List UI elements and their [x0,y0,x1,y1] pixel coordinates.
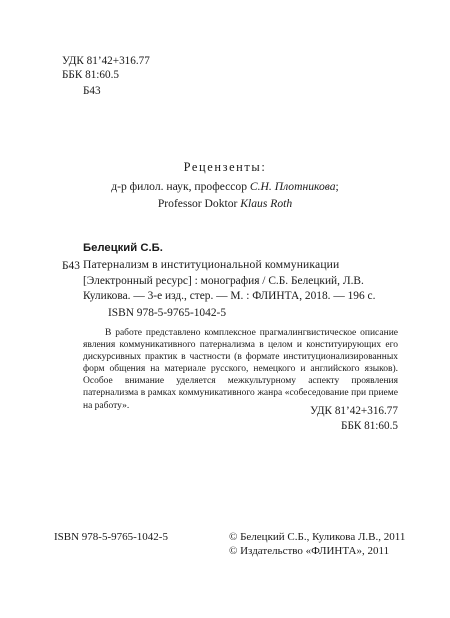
reviewer-2-name: Klaus Roth [240,197,293,210]
bibliography-line-3: Куликова. — 3-е изд., стер. — М. : ФЛИНТА, 2018. — 196 с. [83,290,376,302]
udk-code-bottom: УДК 81’42+316.77 [310,405,398,417]
bbk-code-bottom: ББК 81:60.5 [341,420,398,432]
bibliography-isbn: ISBN 978-5-9765-1042-5 [108,307,227,319]
footer-copyright-2: © Издательство «ФЛИНТА», 2011 [229,545,390,557]
abstract-block [83,327,398,412]
bibliography-title: Патернализм в институциональной коммуникации [83,258,340,271]
bbk-code-top: ББК 81:60.5 [62,69,119,81]
reviewers-heading: Рецензенты: [183,160,267,174]
reviewer-line-1 [0,178,450,195]
bibliography-author-mark: Б43 [62,260,80,272]
footer-isbn: ISBN 978-5-9765-1042-5 [54,531,168,543]
udk-code-top: УДК 81’42+316.77 [62,55,150,67]
bibliography-line-2: [Электронный ресурс] : монография / С.Б. Белецкий, Л.В. [83,275,364,287]
abstract-text: В работе представлено комплексное прагмалингвистическое описание явления коммуникативного патернализма в целом и конституирующих его дискурсивных практик в частности (в формате институционализированных форм общения на материале русского, немецкого и английского языков). Особое внимание уделяется межкультурному аспекту проявления патернализма в рамках коммуникативного жанра «собеседование при приеме на работу». [83,328,398,411]
footer-copyright-1: © Белецкий С.Б., Куликова Л.В., 2011 [229,531,406,543]
reviewer-1-separator: ; [335,180,339,193]
reviewer-line-2 [0,195,450,212]
author-mark-top: Б43 [83,85,101,97]
reviewer-1-credentials: д-р филол. наук, профессор [111,180,250,193]
bibliography-author: Белецкий С.Б. [83,242,163,254]
reviewer-2-credentials: Professor Doktor [157,197,241,210]
reviewer-1-name: С.Н. Плотникова [249,180,336,193]
